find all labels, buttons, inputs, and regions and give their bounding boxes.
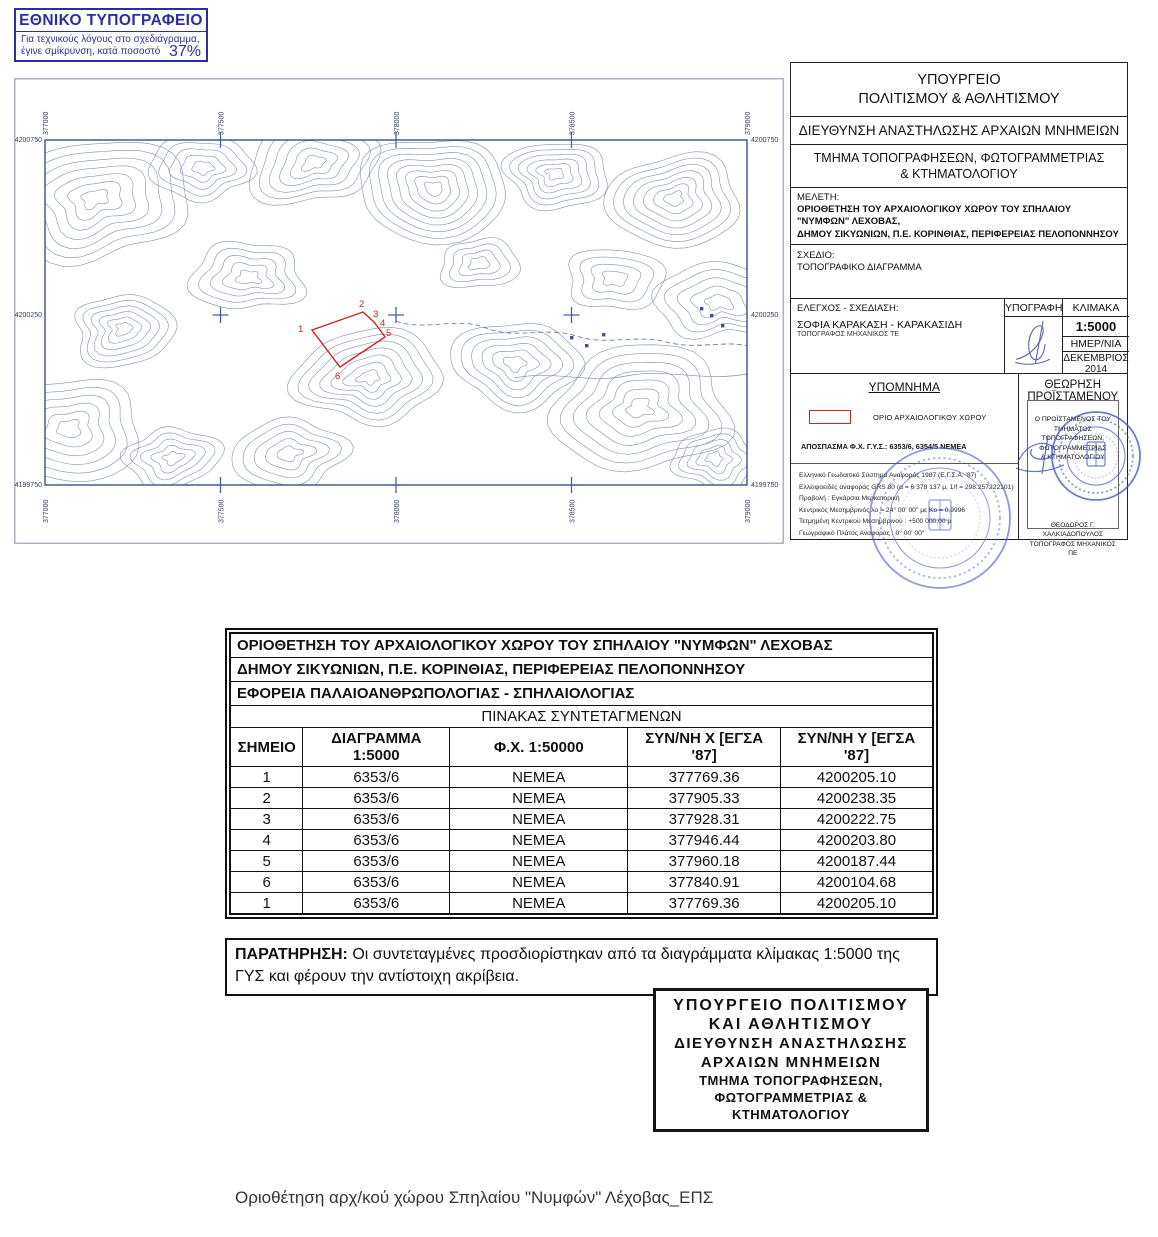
cell-point: 5 [230,851,303,872]
stamp-line5: ΤΜΗΜΑ ΤΟΠΟΓΡΑΦΗΣΕΩΝ, [699,1073,883,1088]
grid-label-x: 378000 [394,499,401,523]
cell-diagram: 6353/6 [303,830,450,851]
grid-label-x: 377000 [43,111,50,135]
stamp-line1: ΥΠΟΥΡΓΕΙΟ ΠΟΛΙΤΙΣΜΟΥ [673,997,909,1014]
grid-label-x: 377500 [218,111,226,135]
cell-y: 4200104.68 [780,872,933,893]
coordinates-table [229,632,934,915]
drawing-value: ΤΟΠΟΓΡΑΦΙΚΟ ΔΙΑΓΡΑΜΜΑ [797,261,922,273]
approval-line2: ΤΟΠΟΓΡΑΦΗΣΕΩΝ, ΦΩΤΟΓΡΑΜΜΕΤΡΙΑΣ [1039,435,1107,452]
cell-diagram: 6353/6 [303,851,450,872]
cell-diagram: 6353/6 [303,767,450,788]
approver-name: ΘΕΟΔΩΡΟΣ Γ. ΧΑΛΚΙΑΔΟΠΟΥΛΟΣ [1042,521,1103,538]
cell-x: 377840.91 [628,872,781,893]
check-label: ΕΛΕΓΧΟΣ - ΣΧΕΔΙΑΣΗ: [797,303,899,314]
grid-label-x: 377000 [43,499,50,523]
cell-x: 377905.33 [628,788,781,809]
approval-line3: & ΚΤΗΜΑΤΟΛΟΓΙΟΥ [1040,454,1105,461]
col-diagram-line1: ΔΙΑΓΡΑΜΜΑ [331,730,422,747]
cell-x: 377960.18 [628,851,781,872]
printing-office-title: ΕΘΝΙΚΟ ΤΥΠΟΓΡΑΦΕΙΟ [16,10,206,32]
table-title-line3: ΕΦΟΡΕΙΑ ΠΑΛΑΙΟΑΝΘΡΩΠΟΛΟΓΙΑΣ - ΣΠΗΛΑΙΟΛΟΓΙΑΣ [230,682,933,706]
approver-title: ΤΟΠΟΓΡΑΦΟΣ ΜΗΧΑΝΙΚΟΣ ΠΕ [1029,540,1116,557]
scale-label: ΚΛΙΜΑΚΑ [1063,299,1128,317]
boundary-point-label: 6 [335,371,341,382]
study-line1: ΟΡΙΟΘΕΤΗΣΗ ΤΟΥ ΑΡΧΑΙΟΛΟΓΙΚΟΥ ΧΩΡΟΥ ΤΟΥ ΣΠΗΛΑΙΟΥ "ΝΥΜΦΩΝ" ΛΕΧΟΒΑΣ, [797,203,1072,228]
geodetic-note: Τετμημένη Κεντρικού Μεσημβρινού : +500 000,00 μ [799,518,952,525]
cell-point: 2 [230,788,303,809]
col-diagram [303,728,450,767]
cell-diagram: 6353/6 [303,788,450,809]
geodetic-note: Ελληνικό Γεωδαιτικό Σύστημα Αναφοράς 1987 (Ε.Γ.Σ.Α. '87) [799,472,977,479]
round-stamp-large [858,438,1022,598]
col-mapsheet: Φ.Χ. 1:50000 [450,728,628,767]
table-header-row [230,728,933,767]
boundary-point-label: 2 [359,299,365,310]
remark-label: ΠΑΡΑΤΗΡΗΣΗ: [235,946,348,963]
cell-mapsheet: ΝΕΜΕΑ [450,788,628,809]
cell-point: 3 [230,809,303,830]
cell-diagram: 6353/6 [303,809,450,830]
department-stamp-box [653,988,929,1132]
directorate: ΔΙΕΥΘΥΝΣΗ ΑΝΑΣΤΗΛΩΣΗΣ ΑΡΧΑΙΩΝ ΜΝΗΜΕΙΩΝ [791,117,1127,145]
grid-label-y: 4200750 [751,137,779,144]
department-line2: & ΚΤΗΜΑΤΟΛΟΓΙΟΥ [900,166,1018,181]
cell-x: 377769.36 [628,767,781,788]
grid-label-x: 377500 [218,499,226,523]
grid-label-y: 4200750 [14,137,42,144]
boundary-point-label: 4 [380,318,386,329]
date-label: ΗΜΕΡ/ΝΙΑ [1063,337,1128,352]
legend-boundary-label: ΟΡΙΟ ΑΡΧΑΙΟΛΟΓΙΚΟΥ ΧΩΡΟΥ [873,412,987,422]
col-diagram-line2: 1:5000 [352,747,400,764]
department-line1: ΤΜΗΜΑ ΤΟΠΟΓΡΑΦΗΣΕΩΝ, ΦΩΤΟΓΡΑΜΜΕΤΡΙΑΣ [813,150,1105,165]
table-row [230,788,933,809]
table-row [230,893,933,915]
cell-mapsheet: ΝΕΜΕΑ [450,851,628,872]
approval-line1: Ο ΠΡΟΪΣΤΑΜΕΝΟΣ ΤΟΥ ΤΜΗΜΑΤΟΣ [1034,416,1111,433]
cell-y: 4200222.75 [780,809,933,830]
grid-label-x: 379000 [745,499,752,523]
topographic-map [14,78,784,544]
stamp-line2: ΚΑΙ ΑΘΛΗΤΙΣΜΟΥ [708,1016,874,1033]
geodetic-note: Προβολή : Εγκάρσια Μερκατορική [799,495,900,502]
cell-y: 4200205.10 [780,893,933,915]
cell-diagram: 6353/6 [303,893,450,915]
grid-label-y: 4200250 [14,312,42,319]
cell-y: 4200187.44 [780,851,933,872]
boundary-point-label: 5 [386,328,392,339]
cell-point: 4 [230,830,303,851]
table-title-line1: ΟΡΙΟΘΕΤΗΣΗ ΤΟΥ ΑΡΧΑΙΟΛΟΓΙΚΟΥ ΧΩΡΟΥ ΤΟΥ ΣΠΗΛΑΙΟΥ "ΝΥΜΦΩΝ" ΛΕΧΟΒΑΣ [230,633,933,658]
printing-office-stamp [14,8,208,62]
table-row [230,851,933,872]
table-row [230,767,933,788]
stamp-line4: ΑΡΧΑΙΩΝ ΜΝΗΜΕΙΩΝ [700,1054,882,1071]
cell-x: 377946.44 [628,830,781,851]
geodetic-note: Κεντρικός Μεσημβρινός λο = 24° 00' 00'' με Κο = 0,9996 [799,506,966,514]
document-caption: Οριοθέτηση αρχ/κού χώρου Σπηλαίου "Νυμφών" Λέχοβας_ΕΠΣ [235,1188,714,1207]
cell-diagram: 6353/6 [303,872,450,893]
date-value-line1: ΔΕΚΕΜΒΡΙΟΣ [1063,353,1129,364]
col-point: ΣΗΜΕΙΟ [230,728,303,767]
grid-label-x: 378500 [569,499,577,523]
cell-mapsheet: ΝΕΜΕΑ [450,872,628,893]
legend-boundary-swatch [809,410,851,424]
designer-signature [1006,317,1061,367]
map-sheet-excerpt: ΑΠΟΣΠΑΣΜΑ Φ.Χ. Γ.Υ.Σ.: 6353/6, 6354/5 ΝΕΜΕΑ [801,442,967,451]
grid-label-x: 378500 [569,111,577,135]
grid-label-x: 379000 [745,111,752,135]
boundary-point-label: 1 [298,324,304,335]
ministry-line2: ΠΟΛΙΤΙΣΜΟΥ & ΑΘΛΗΤΙΣΜΟΥ [858,90,1060,107]
printing-office-note-line2: έγινε σμίκρυνση, κατά ποσοστό [21,46,161,57]
col-x: ΣΥΝ/ΝΗ X [ΕΓΣΑ '87] [628,728,781,767]
ministry-line1: ΥΠΟΥΡΓΕΙΟ [917,71,1001,88]
cell-x: 377769.36 [628,893,781,915]
coordinates-table-wrap [225,628,938,919]
check-name: ΣΟΦΙΑ ΚΑΡΑΚΑΣΗ - ΚΑΡΑΚΑΣΙΔΗ [797,319,963,331]
cell-x: 377928.31 [628,809,781,830]
stamp-line3: ΔΙΕΥΘΥΝΣΗ ΑΝΑΣΤΗΛΩΣΗΣ [674,1035,908,1052]
cell-point: 1 [230,893,303,915]
remark-text: Οι συντεταγμένες προσδιορίστηκαν από τα διαγράμματα κλίμακας 1:5000 της ΓΥΣ και φέρουν την αντίστοιχη ακρίβεια. [235,946,900,985]
signature-label: ΥΠΟΓΡΑΦΗ [1005,299,1062,317]
check-title: ΤΟΠΟΓΡΑΦΟΣ ΜΗΧΑΝΙΚΟΣ ΤΕ [797,331,900,338]
printing-office-note-line1: Για τεχνικούς λόγους στο σχεδιάγραμμα, [21,34,200,45]
legend-title: ΥΠΟΜΝΗΜΑ [868,380,940,394]
grid-label-x: 378000 [394,111,401,135]
date-value-line2: 2014 [1084,364,1108,375]
cell-mapsheet: ΝΕΜΕΑ [450,830,628,851]
cell-y: 4200203.80 [780,830,933,851]
col-y: ΣΥΝ/ΝΗ Υ [ΕΓΣΑ '87] [780,728,933,767]
table-row [230,830,933,851]
grid-label-y: 4199750 [751,482,779,489]
cell-point: 1 [230,767,303,788]
table-row [230,809,933,830]
grid-label-y: 4200250 [751,312,779,319]
table-row [230,872,933,893]
study-line2: ΔΗΜΟΥ ΣΙΚΥΩΝΙΩΝ, Π.Ε. ΚΟΡΙΝΘΙΑΣ, ΠΕΡΙΦΕΡΕΙΑΣ ΠΕΛΟΠΟΝΝΗΣΟΥ [797,228,1119,240]
round-stamp-approval [1046,406,1146,506]
cell-point: 6 [230,872,303,893]
drawing-label: ΣΧΕΔΙΟ: [797,249,835,261]
cell-mapsheet: ΝΕΜΕΑ [450,893,628,915]
reduction-percent: 37% [168,43,201,60]
geodetic-note: Ελλειψοειδές αναφοράς GRS 80 (α = 6 378 137 μ, 1/f = 298.257222101) [799,483,1014,491]
geodetic-note: Γεωγραφικό Πλάτος Αναφοράς : 0° 00' 00'' [799,529,925,537]
approval-title: ΘΕΩΡΗΣΗ ΠΡΟΪΣΤΑΜΕΝΟΥ [1027,379,1119,403]
grid-label-y: 4199750 [14,482,42,489]
study-label: ΜΕΛΕΤΗ: [797,191,840,203]
table-title-line2: ΔΗΜΟΥ ΣΙΚΥΩΝΙΩΝ, Π.Ε. ΚΟΡΙΝΘΙΑΣ, ΠΕΡΙΦΕΡΕΙΑΣ ΠΕΛΟΠΟΝΝΗΣΟΥ [230,658,933,682]
cell-y: 4200238.35 [780,788,933,809]
cell-mapsheet: ΝΕΜΕΑ [450,809,628,830]
cell-mapsheet: ΝΕΜΕΑ [450,767,628,788]
table-subtitle: ΠΙΝΑΚΑΣ ΣΥΝΤΕΤΑΓΜΕΝΩΝ [230,706,933,728]
stamp-line6: ΦΩΤΟΓΡΑΜΜΕΤΡΙΑΣ & ΚΤΗΜΑΤΟΛΟΓΙΟΥ [714,1090,868,1122]
cell-y: 4200205.10 [780,767,933,788]
scale-value: 1:5000 [1063,317,1128,337]
boundary-point-label: 3 [373,309,379,320]
